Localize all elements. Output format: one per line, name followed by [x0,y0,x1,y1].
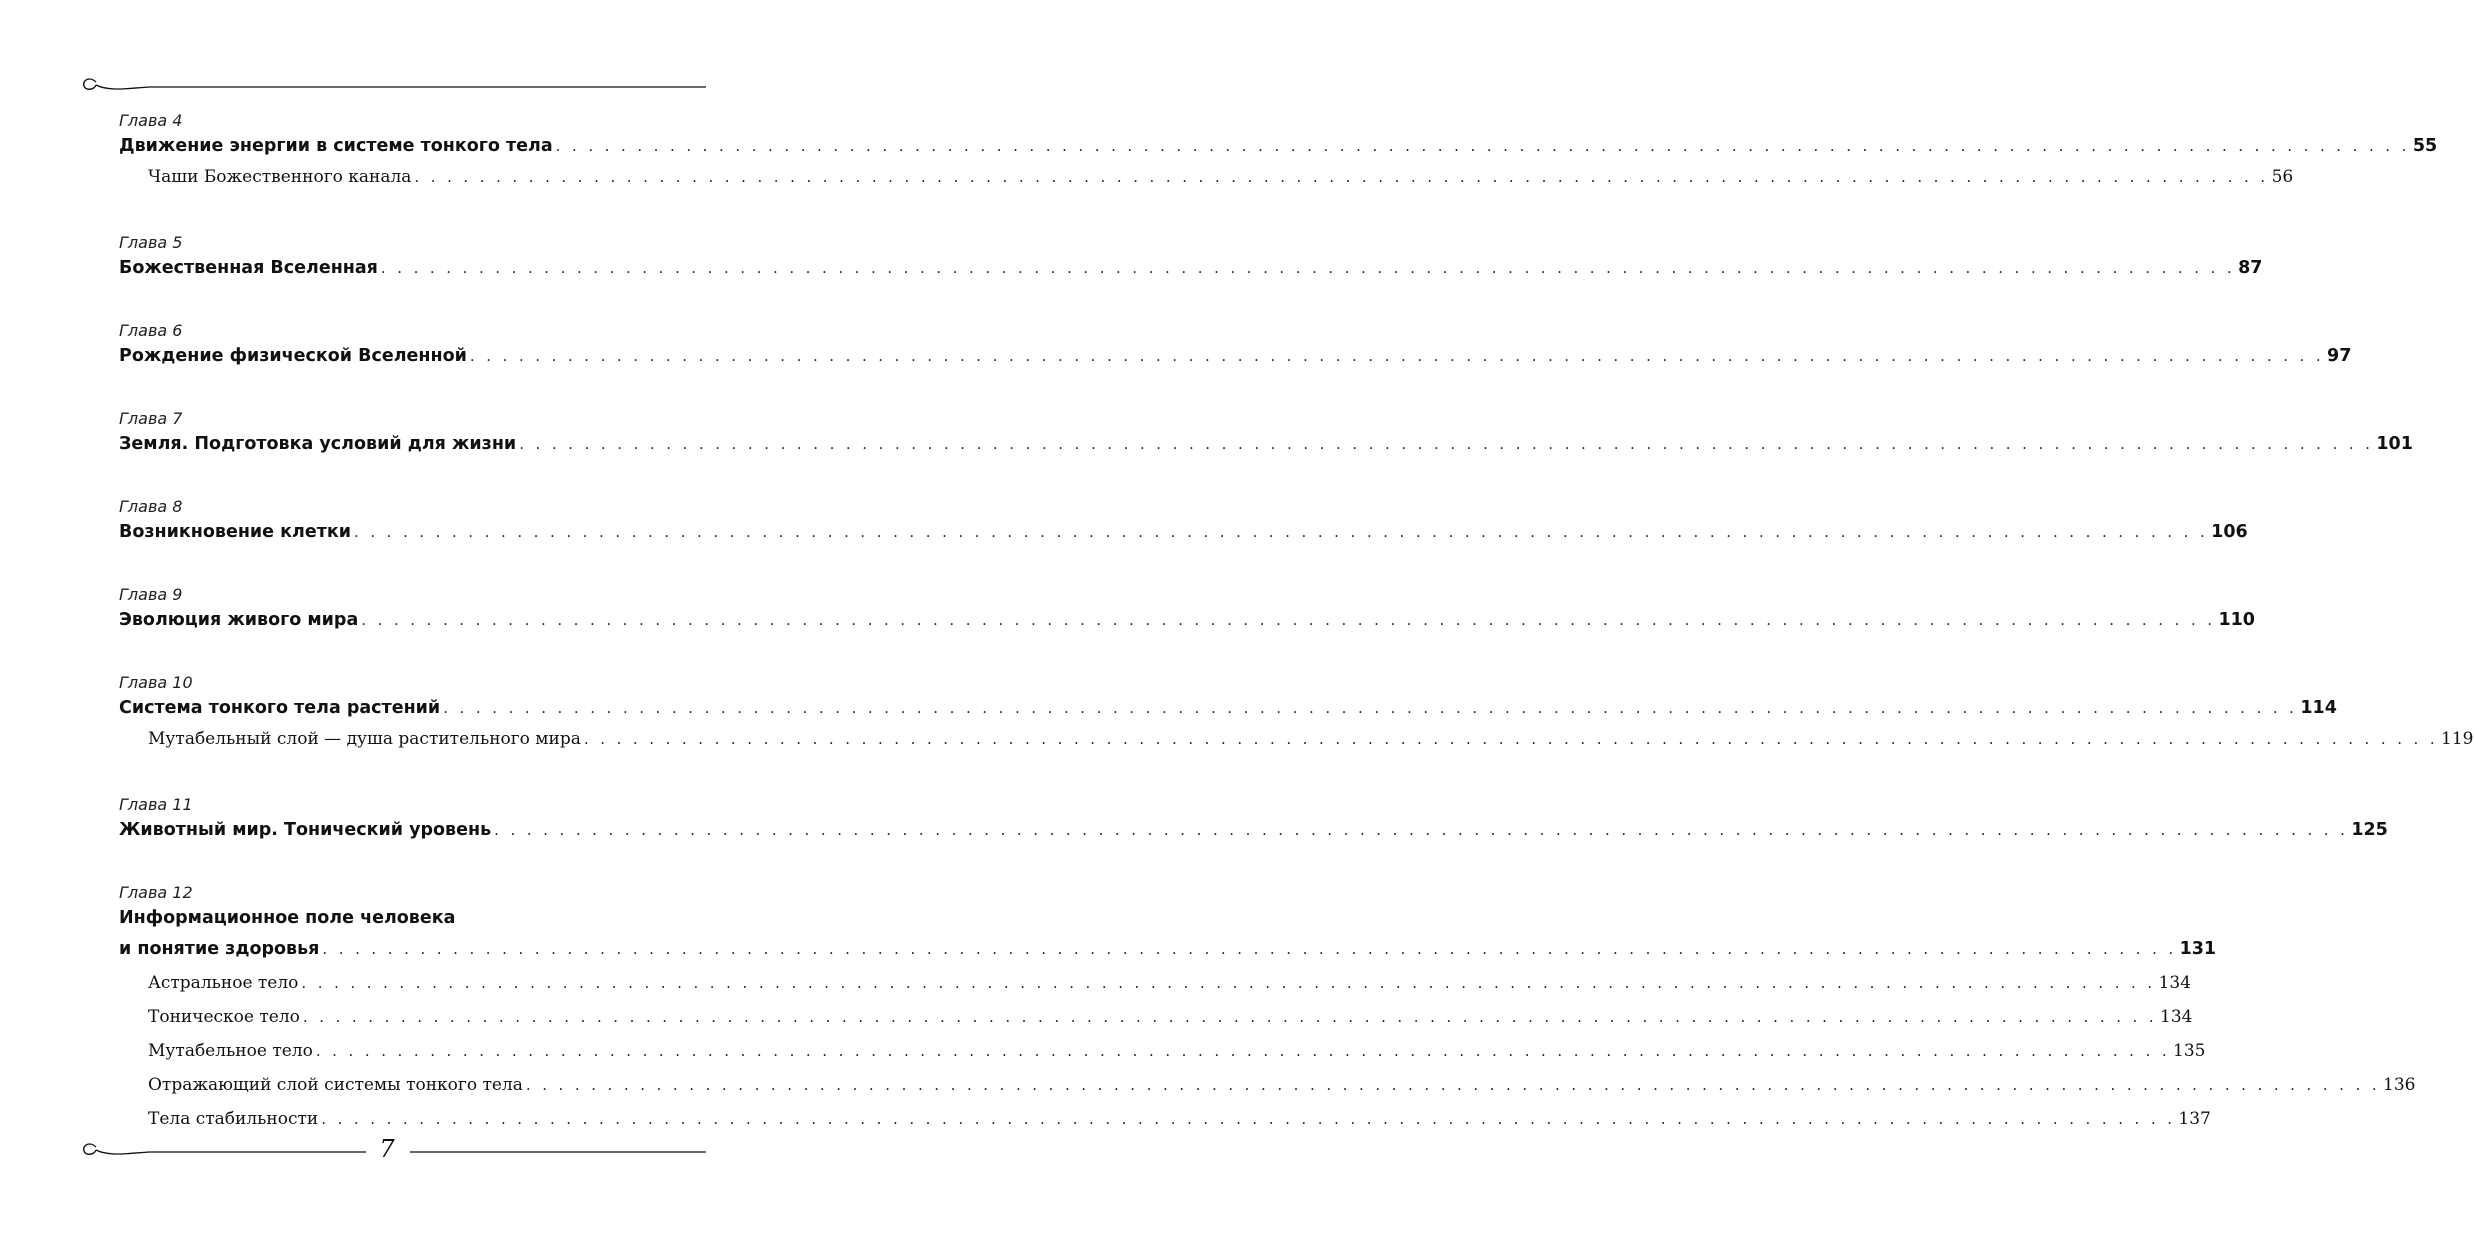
section-entry-title: Мутабельный слой — душа растительного мира [148,729,581,749]
chapter-title [119,342,2352,370]
chapter-title-page: 114 [2300,698,2337,718]
section-entry-title: Тоническое тело [148,1007,300,1027]
section-entry [119,160,2294,194]
section-entry [119,966,2192,1000]
section-entry [119,1034,2206,1068]
chapter-title-line-title: Информационное поле человека [119,908,456,928]
page-number: 7 [372,1136,402,1162]
chapter-entry [119,672,2474,756]
chapter-title-page: 55 [2412,136,2438,156]
chapter-label: Глава 12 [119,883,193,902]
chapter-label: Глава 9 [119,585,183,604]
chapter-entry [119,110,2438,194]
chapter-title-title: и понятие здоровья [119,939,320,959]
flourish-icon [80,74,706,98]
chapter-entry [119,320,2352,370]
chapter-title-title: Земля. Подготовка условий для жизни [119,434,517,454]
chapter-title-page: 110 [2218,610,2255,630]
chapter-title [119,132,2438,160]
dot-leader: . . . . . . . . . . . . . . . . . . . . . . . . . . . . . . . . . . . . . . . . . . . . . . . . . . . . . . . . . . . . . . . . . . . . . . . . . . . . . . . . . . . . . . . . . . . . . . . . . . . . . . . . . . . . . . . . . . [583,730,2439,748]
section-entry-page: 134 [2160,1007,2193,1027]
section-entry-page: 56 [2271,167,2294,187]
dot-leader: . . . . . . . . . . . . . . . . . . . . . . . . . . . . . . . . . . . . . . . . . . . . . . . . . . . . . . . . . . . . . . . . . . . . . . . . . . . . . . . . . . . . . . . . . . . . . . . . . . . . . . . . . . . . . . . . . . [353,523,2209,541]
chapter-title-title: Эволюция живого мира [119,610,359,630]
chapter-label: Глава 4 [119,111,183,130]
chapter-label: Глава 5 [119,233,183,252]
dot-leader: . . . . . . . . . . . . . . . . . . . . . . . . . . . . . . . . . . . . . . . . . . . . . . . . . . . . . . . . . . . . . . . . . . . . . . . . . . . . . . . . . . . . . . . . . . . . . . . . . . . . . . . . . . . . . . . . . . [361,611,2216,629]
section-entry-title: Мутабельное тело [148,1041,313,1061]
chapter-title-page: 97 [2327,346,2352,366]
dot-leader: . . . . . . . . . . . . . . . . . . . . . . . . . . . . . . . . . . . . . . . . . . . . . . . . . . . . . . . . . . . . . . . . . . . . . . . . . . . . . . . . . . . . . . . . . . . . . . . . . . . . . . . . . . . . . . . . . . [301,974,2156,992]
chapter-label: Глава 11 [119,795,193,814]
chapter-title-title: Движение энергии в системе тонкого тела [119,136,553,156]
section-entry-page: 119 [2441,729,2474,749]
dot-leader: . . . . . . . . . . . . . . . . . . . . . . . . . . . . . . . . . . . . . . . . . . . . . . . . . . . . . . . . . . . . . . . . . . . . . . . . . . . . . . . . . . . . . . . . . . . . . . . . . . . . . . . . . . . . . . . . . . [519,435,2374,453]
chapter-title-page: 101 [2376,434,2413,454]
section-entry-page: 136 [2383,1075,2416,1095]
chapter-title-title: Божественная Вселенная [119,258,378,278]
chapter-entry [119,584,2255,634]
chapter-title [119,518,2248,546]
chapter-entry [119,794,2388,844]
top-ornament-rule [80,74,706,98]
dot-leader: . . . . . . . . . . . . . . . . . . . . . . . . . . . . . . . . . . . . . . . . . . . . . . . . . . . . . . . . . . . . . . . . . . . . . . . . . . . . . . . . . . . . . . . . . . . . . . . . . . . . . . . . . . . . . . . . . . [321,1110,2176,1128]
chapter-title [119,932,2217,966]
chapter-title-page: 131 [2179,939,2217,959]
chapter-title-line [119,904,673,932]
dot-leader: . . . . . . . . . . . . . . . . . . . . . . . . . . . . . . . . . . . . . . . . . . . . . . . . . . . . . . . . . . . . . . . . . . . . . . . . . . . . . . . . . . . . . . . . . . . . . . . . . . . . . . . . . . . . . . . . . . [414,168,2269,186]
section-entry-title: Тела стабильности [148,1109,319,1129]
chapter-title [119,816,2388,844]
dot-leader: . . . . . . . . . . . . . . . . . . . . . . . . . . . . . . . . . . . . . . . . . . . . . . . . . . . . . . . . . . . . . . . . . . . . . . . . . . . . . . . . . . . . . . . . . . . . . . . . . . . . . . . . . . . . . . . . . . [525,1076,2381,1094]
chapter-entry [119,882,2416,1136]
chapter-title-title: Возникновение клетки [119,522,351,542]
chapter-label: Глава 6 [119,321,183,340]
chapter-label: Глава 7 [119,409,183,428]
chapter-title-page: 106 [2211,522,2248,542]
dot-leader: . . . . . . . . . . . . . . . . . . . . . . . . . . . . . . . . . . . . . . . . . . . . . . . . . . . . . . . . . . . . . . . . . . . . . . . . . . . . . . . . . . . . . . . . . . . . . . . . . . . . . . . . . . . . . . . . . . [443,699,2298,717]
chapter-title [119,606,2255,634]
section-entry [119,1068,2416,1102]
dot-leader: . . . . . . . . . . . . . . . . . . . . . . . . . . . . . . . . . . . . . . . . . . . . . . . . . . . . . . . . . . . . . . . . . . . . . . . . . . . . . . . . . . . . . . . . . . . . . . . . . . . . . . . . . . . . . . . . . . [315,1042,2170,1060]
dot-leader: . . . . . . . . . . . . . . . . . . . . . . . . . . . . . . . . . . . . . . . . . . . . . . . . . . . . . . . . . . . . . . . . . . . . . . . . . . . . . . . . . . . . . . . . . . . . . . . . . . . . . . . . . . . . . . . . . . [555,137,2410,155]
chapter-label: Глава 8 [119,497,183,516]
chapter-title [119,430,2413,458]
chapter-title-page: 125 [2351,820,2388,840]
chapter-title-title: Система тонкого тела растений [119,698,441,718]
section-entry-page: 137 [2178,1109,2211,1129]
chapter-title-title: Рождение физической Вселенной [119,346,467,366]
section-entry [119,1000,2193,1034]
dot-leader: . . . . . . . . . . . . . . . . . . . . . . . . . . . . . . . . . . . . . . . . . . . . . . . . . . . . . . . . . . . . . . . . . . . . . . . . . . . . . . . . . . . . . . . . . . . . . . . . . . . . . . . . . . . . . . . . . . [469,347,2325,365]
section-entry-page: 135 [2173,1041,2206,1061]
chapter-label: Глава 10 [119,673,193,692]
section-entry-title: Астральное тело [148,973,299,993]
section-entry-title: Отражающий слой системы тонкого тела [148,1075,523,1095]
chapter-title-page: 87 [2238,258,2263,278]
dot-leader: . . . . . . . . . . . . . . . . . . . . . . . . . . . . . . . . . . . . . . . . . . . . . . . . . . . . . . . . . . . . . . . . . . . . . . . . . . . . . . . . . . . . . . . . . . . . . . . . . . . . . . . . . . . . . . . . . . [494,821,2349,839]
section-entry-title: Чаши Божественного канала [148,167,412,187]
section-entry-page: 134 [2158,973,2192,993]
chapter-entry [119,232,2263,282]
table-of-contents [119,110,2474,1174]
chapter-title-title: Животный мир. Тонический уровень [119,820,492,840]
dot-leader: . . . . . . . . . . . . . . . . . . . . . . . . . . . . . . . . . . . . . . . . . . . . . . . . . . . . . . . . . . . . . . . . . . . . . . . . . . . . . . . . . . . . . . . . . . . . . . . . . . . . . . . . . . . . . . . . . . [302,1008,2158,1026]
chapter-title [119,254,2263,282]
chapter-entry [119,496,2248,546]
section-entry [119,1102,2211,1136]
section-entry [119,722,2474,756]
chapter-title [119,694,2337,722]
chapter-entry [119,408,2413,458]
dot-leader: . . . . . . . . . . . . . . . . . . . . . . . . . . . . . . . . . . . . . . . . . . . . . . . . . . . . . . . . . . . . . . . . . . . . . . . . . . . . . . . . . . . . . . . . . . . . . . . . . . . . . . . . . . . . . . . . . . [380,259,2236,277]
dot-leader: . . . . . . . . . . . . . . . . . . . . . . . . . . . . . . . . . . . . . . . . . . . . . . . . . . . . . . . . . . . . . . . . . . . . . . . . . . . . . . . . . . . . . . . . . . . . . . . . . . . . . . . . . . . . . . . . . . [322,940,2177,958]
